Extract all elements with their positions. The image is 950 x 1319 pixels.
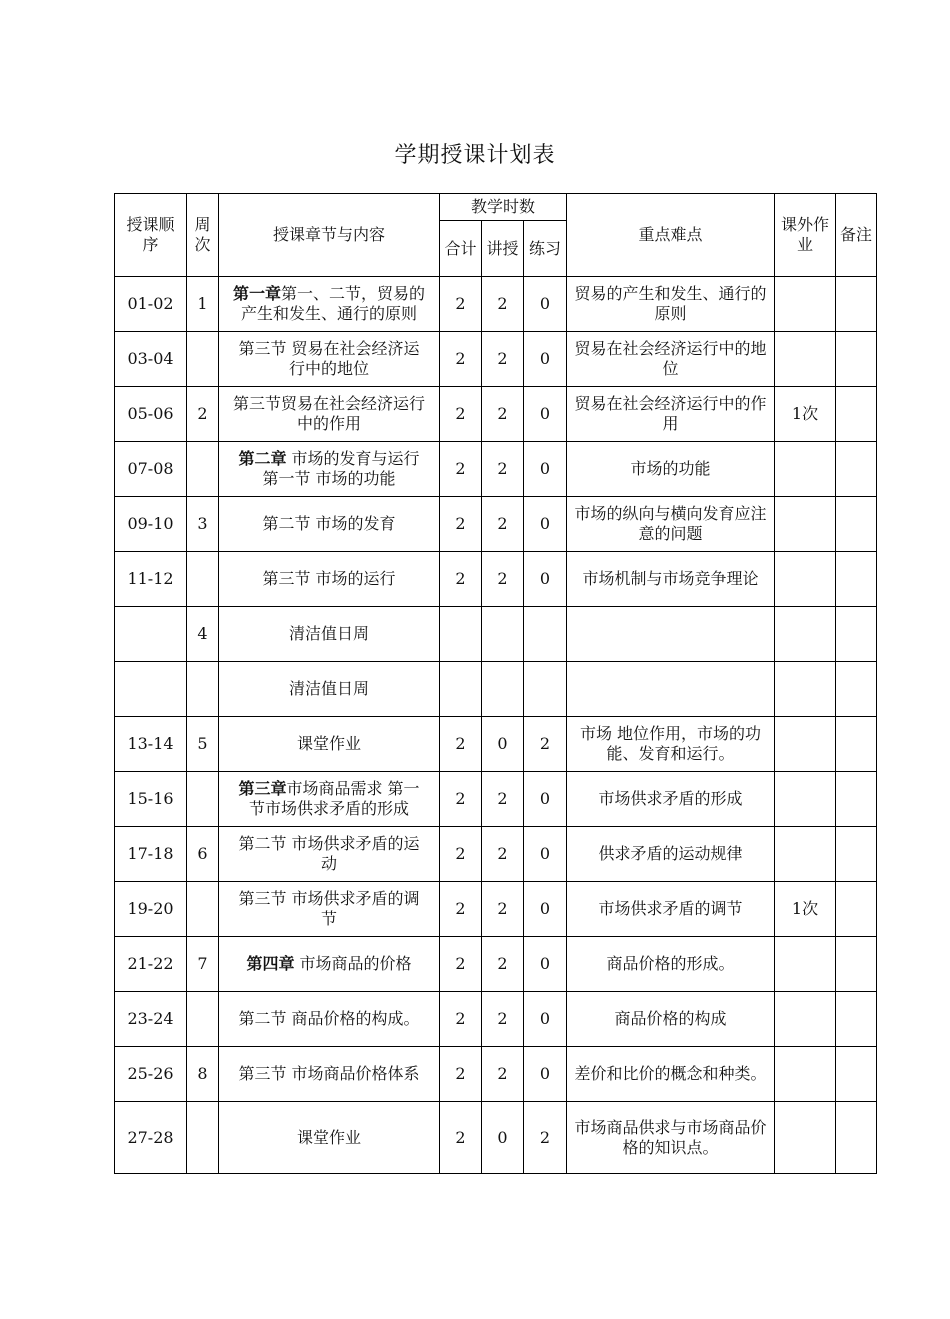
cell-content [219,937,440,992]
cell-notes [836,607,877,662]
table-row [115,277,877,332]
cell-practice: 2 [524,717,567,772]
cell-lecture [482,607,524,662]
content-text [231,734,427,754]
cell-lecture: 2 [482,882,524,937]
table-row [115,442,877,497]
cell-lecture: 2 [482,937,524,992]
content-text [231,339,427,379]
cell-lecture: 2 [482,277,524,332]
cell-homework [775,1047,836,1102]
table-row [115,1047,877,1102]
table-row [115,992,877,1047]
section-text: 第三节贸易在社会经济运行中的作用 [232,394,425,433]
cell-lecture: 2 [482,497,524,552]
table-row [115,882,877,937]
cell-content [219,772,440,827]
cell-practice: 0 [524,827,567,882]
cell-notes [836,442,877,497]
cell-homework [775,277,836,332]
cell-practice: 0 [524,992,567,1047]
cell-week: 1 [187,277,219,332]
cell-total: 2 [440,992,482,1047]
cell-lecture: 2 [482,992,524,1047]
cell-key-points [567,607,775,662]
cell-order: 09-10 [115,497,187,552]
table-row [115,717,877,772]
cell-lecture: 2 [482,442,524,497]
header-homework: 课外作业 [775,194,836,277]
cell-content [219,442,440,497]
cell-practice: 0 [524,497,567,552]
table-row [115,607,877,662]
cell-content [219,827,440,882]
table-row [115,552,877,607]
cell-order: 03-04 [115,332,187,387]
cell-homework [775,827,836,882]
section-text: 第三节 贸易在社会经济运行中的地位 [238,339,420,378]
cell-total: 2 [440,277,482,332]
cell-practice: 0 [524,387,567,442]
section-text: 市场商品的价格 [294,954,412,973]
cell-lecture: 2 [482,772,524,827]
cell-week [187,882,219,937]
cell-order [115,607,187,662]
cell-key-points: 市场供求矛盾的形成 [567,772,775,827]
section-text: 第二节 商品价格的构成。 [238,1009,420,1028]
cell-order: 25-26 [115,1047,187,1102]
cell-lecture: 2 [482,1047,524,1102]
cell-notes [836,717,877,772]
header-order: 授课顺序 [115,194,187,277]
content-text [231,449,427,489]
page-title: 学期授课计划表 [394,143,556,168]
cell-order [115,662,187,717]
content-text [231,514,427,534]
cell-lecture: 2 [482,827,524,882]
cell-order: 07-08 [115,442,187,497]
content-text [231,954,427,974]
cell-order: 11-12 [115,552,187,607]
cell-practice: 0 [524,1047,567,1102]
cell-week [187,992,219,1047]
cell-key-points: 市场商品供求与市场商品价格的知识点。 [567,1102,775,1174]
cell-week: 2 [187,387,219,442]
cell-week: 7 [187,937,219,992]
cell-lecture: 2 [482,332,524,387]
table-body [115,277,877,1174]
cell-total: 2 [440,937,482,992]
table-row [115,827,877,882]
cell-week: 3 [187,497,219,552]
cell-content [219,607,440,662]
cell-content [219,882,440,937]
section-text: 课堂作业 [296,734,361,753]
cell-week [187,332,219,387]
content-text [231,624,427,644]
section-text: 第一、二节，贸易的产生和发生、通行的原则 [240,284,426,323]
section-text: 第二节 市场供求矛盾的运动 [238,834,420,873]
cell-notes [836,937,877,992]
cell-notes [836,772,877,827]
header-practice: 练习 [524,221,567,277]
cell-week [187,442,219,497]
cell-week: 6 [187,827,219,882]
header-content: 授课章节与内容 [219,194,440,277]
table-row [115,387,877,442]
cell-practice: 0 [524,332,567,387]
content-text [231,284,427,324]
cell-total: 2 [440,772,482,827]
cell-order: 17-18 [115,827,187,882]
cell-total: 2 [440,442,482,497]
cell-notes [836,662,877,717]
chapter-label: 第一章 [232,284,281,303]
cell-total: 2 [440,552,482,607]
table-row [115,1102,877,1174]
chapter-label: 第二章 [238,449,287,468]
cell-practice [524,607,567,662]
content-text [231,1128,427,1148]
cell-week [187,552,219,607]
chapter-label: 第三章 [238,779,287,798]
content-text [231,779,427,819]
cell-homework [775,937,836,992]
cell-homework: 1次 [775,882,836,937]
content-text [231,889,427,929]
cell-content [219,662,440,717]
cell-key-points: 差价和比价的概念和种类。 [567,1047,775,1102]
cell-week [187,1102,219,1174]
cell-notes [836,497,877,552]
cell-order: 13-14 [115,717,187,772]
content-text [231,679,427,699]
cell-key-points: 市场的纵向与横向发育应注意的问题 [567,497,775,552]
cell-order: 23-24 [115,992,187,1047]
cell-total: 2 [440,1047,482,1102]
section-text: 第三节 市场商品价格体系 [238,1064,420,1083]
content-text [231,1009,427,1029]
content-text [231,834,427,874]
cell-key-points: 贸易在社会经济运行中的地位 [567,332,775,387]
cell-notes [836,1047,877,1102]
cell-total: 2 [440,497,482,552]
header-key-points: 重点难点 [567,194,775,277]
cell-lecture: 0 [482,1102,524,1174]
cell-lecture: 0 [482,717,524,772]
cell-notes [836,992,877,1047]
cell-key-points: 市场 地位作用，市场的功能、发育和运行。 [567,717,775,772]
cell-total: 2 [440,1102,482,1174]
cell-notes [836,827,877,882]
cell-content [219,552,440,607]
cell-practice [524,662,567,717]
section-text: 第三节 市场供求矛盾的调节 [238,889,420,928]
cell-notes [836,882,877,937]
cell-lecture: 2 [482,387,524,442]
cell-key-points: 商品价格的构成 [567,992,775,1047]
cell-content [219,277,440,332]
cell-content [219,717,440,772]
cell-key-points: 市场的功能 [567,442,775,497]
cell-homework [775,772,836,827]
cell-order: 05-06 [115,387,187,442]
cell-total [440,607,482,662]
cell-practice: 0 [524,442,567,497]
header-week: 周次 [187,194,219,277]
cell-order: 15-16 [115,772,187,827]
cell-notes [836,552,877,607]
cell-notes [836,332,877,387]
cell-total: 2 [440,882,482,937]
table-row [115,937,877,992]
header-hours: 教学时数 [440,194,567,221]
content-text [231,1064,427,1084]
cell-homework [775,992,836,1047]
header-notes: 备注 [836,194,877,277]
cell-total: 2 [440,332,482,387]
cell-order: 27-28 [115,1102,187,1174]
content-text [231,394,427,434]
content-text [231,569,427,589]
chapter-label: 第四章 [246,954,295,973]
cell-content [219,1047,440,1102]
cell-week: 8 [187,1047,219,1102]
cell-content [219,387,440,442]
cell-notes [836,277,877,332]
teaching-plan-table [114,193,877,1174]
table-header [115,194,877,277]
cell-week: 4 [187,607,219,662]
section-text: 清洁值日周 [288,624,369,643]
table-row [115,332,877,387]
cell-key-points: 贸易在社会经济运行中的作用 [567,387,775,442]
cell-order: 19-20 [115,882,187,937]
section-text: 市场商品需求 第一节市场供求矛盾的形成 [248,779,420,818]
cell-key-points: 商品价格的形成。 [567,937,775,992]
cell-homework [775,662,836,717]
cell-key-points: 供求矛盾的运动规律 [567,827,775,882]
section-text: 课堂作业 [296,1127,361,1147]
cell-order: 01-02 [115,277,187,332]
table-row [115,772,877,827]
cell-week: 5 [187,717,219,772]
cell-practice: 0 [524,552,567,607]
section-text: 第二节 市场的发育 [262,514,396,533]
cell-homework [775,717,836,772]
header-total: 合计 [440,221,482,277]
table-row [115,662,877,717]
cell-homework [775,497,836,552]
cell-content [219,332,440,387]
cell-homework: 1次 [775,387,836,442]
cell-total: 2 [440,387,482,442]
cell-homework [775,1102,836,1174]
cell-lecture [482,662,524,717]
cell-order: 21-22 [115,937,187,992]
cell-total: 2 [440,717,482,772]
section-text: 第三节 市场的运行 [262,569,396,588]
cell-notes [836,1102,877,1174]
cell-content [219,992,440,1047]
cell-lecture: 2 [482,552,524,607]
cell-key-points: 市场机制与市场竞争理论 [567,552,775,607]
cell-key-points: 贸易的产生和发生、通行的原则 [567,277,775,332]
cell-total [440,662,482,717]
cell-homework [775,552,836,607]
cell-content [219,1102,440,1174]
header-lecture: 讲授 [482,221,524,277]
cell-homework [775,442,836,497]
cell-week [187,772,219,827]
cell-homework [775,607,836,662]
cell-homework [775,332,836,387]
cell-total: 2 [440,827,482,882]
cell-key-points: 市场供求矛盾的调节 [567,882,775,937]
cell-practice: 0 [524,882,567,937]
cell-practice: 2 [524,1102,567,1174]
cell-practice: 0 [524,277,567,332]
cell-key-points [567,662,775,717]
cell-content [219,497,440,552]
cell-practice: 0 [524,772,567,827]
cell-practice: 0 [524,937,567,992]
section-text: 清洁值日周 [288,679,369,698]
cell-week [187,662,219,717]
section-text: 市场的发育与运行第一节 市场的功能 [262,449,420,488]
table-row [115,497,877,552]
cell-notes [836,387,877,442]
